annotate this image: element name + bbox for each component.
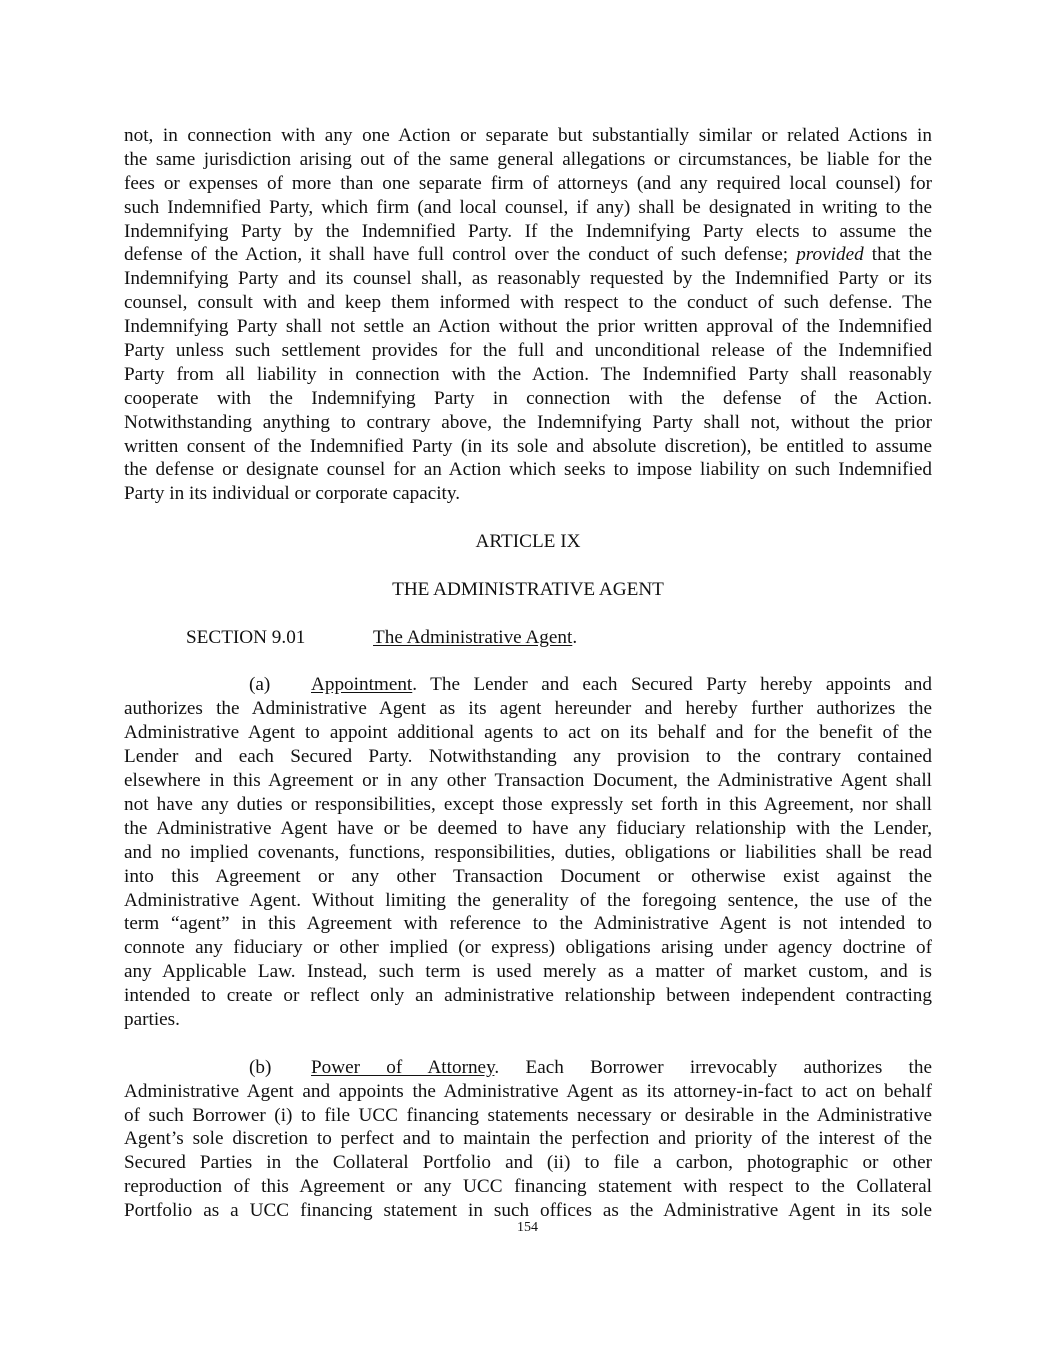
- text-line: elsewhere in this Agreement or in any other Transaction Document, the Administrative Agent shall: [124, 770, 932, 792]
- article-heading: ARTICLE IX: [475, 531, 581, 553]
- subsection-b: [124, 1056, 932, 1223]
- text-line: fees or expenses of more than one separate firm of attorneys (and any required local counsel) for: [124, 172, 932, 194]
- text-line: Administrative Agent. Without limiting the generality of the foregoing sentence, the use of the: [124, 889, 932, 911]
- text-line: not, in connection with any one Action or separate but substantially similar or related Actions in: [124, 125, 932, 146]
- page-number: 154: [517, 1220, 538, 1235]
- text-line: counsel, consult with and keep them informed with respect to the conduct of such defense. The: [124, 292, 932, 314]
- text-fragment: . Each Borrower irrevocably authorizes the: [494, 1056, 932, 1078]
- text-line: Administrative Agent to appoint additional agents to act on its behalf and for the benefit of the: [124, 722, 932, 744]
- text-line: such Indemnified Party, which firm (and local counsel, if any) shall be designated in writing to the: [124, 196, 932, 218]
- text-line: intended to create or reflect only an administrative relationship between independent contracting: [124, 985, 932, 1007]
- text-line: Administrative Agent and appoints the Administrative Agent as its attorney-in-fact to act on behalf: [124, 1080, 932, 1102]
- text-line: Party unless such settlement provides for the full and unconditional release of the Indemnified: [124, 340, 932, 362]
- text-line: cooperate with the Indemnifying Party in connection with the defense of the Action.: [124, 387, 932, 409]
- text-line: parties.: [124, 1008, 180, 1030]
- subsection-label: (b): [249, 1056, 272, 1078]
- text-line: Indemnifying Party and its counsel shall, as reasonably requested by the Indemnified Party or its: [124, 268, 932, 290]
- text-line: written consent of the Indemnified Party (in its sole and absolute discretion), be entitled to assume: [124, 435, 932, 457]
- text-line: [124, 243, 932, 267]
- text-line: Secured Parties in the Collateral Portfolio and (ii) to file a carbon, photographic or other: [124, 1152, 932, 1174]
- article-title: THE ADMINISTRATIVE AGENT: [392, 578, 664, 600]
- text-line: and no implied covenants, functions, responsibilities, duties, obligations or liabilities shall be read: [124, 841, 932, 863]
- text-line: Portfolio as a UCC financing statement in such offices as the Administrative Agent in its sole: [124, 1200, 932, 1222]
- subsection-first-line: [124, 1056, 932, 1080]
- text-line: reproduction of this Agreement or any UCC financing statement with respect to the Collateral: [124, 1176, 932, 1198]
- document-page: [124, 124, 932, 1223]
- section-title-suffix: .: [572, 626, 578, 648]
- subsection-a: [124, 673, 932, 1031]
- text-fragment: defense of the Action, it shall have full control over the conduct of such defense;: [124, 244, 797, 266]
- text-line: Party in its individual or corporate capacity.: [124, 483, 461, 505]
- section-number: SECTION 9.01: [186, 626, 306, 648]
- continuation-paragraph: [124, 124, 932, 506]
- text-line: Party from all liability in connection with the Action. The Indemnified Party shall reasonably: [124, 363, 932, 385]
- subsection-title: Appointment: [311, 674, 413, 696]
- text-line: connote any fiduciary or other implied (or express) obligations arising under agency doctrine of: [124, 937, 932, 959]
- section-heading: [124, 626, 932, 650]
- text-line: term “agent” in this Agreement with reference to the Administrative Agent is not intended to: [124, 913, 932, 935]
- text-line: the same jurisdiction arising out of the same general allegations or circumstances, be liable for the: [124, 148, 932, 170]
- text-line: of such Borrower (i) to file UCC financing statements necessary or desirable in the Administrative: [124, 1104, 932, 1126]
- text-line: the Administrative Agent have or be deemed to have any fiduciary relationship with the Lender,: [124, 817, 932, 839]
- section-title: The Administrative Agent: [373, 626, 573, 648]
- subsection-title: Power of Attorney: [311, 1056, 495, 1078]
- text-line: any Applicable Law. Instead, such term is used merely as a matter of market custom, and is: [124, 961, 932, 983]
- subsection-label: (a): [249, 674, 271, 696]
- text-line: Agent’s sole discretion to perfect and to maintain the perfection and priority of the interest of the: [124, 1128, 932, 1150]
- text-line: not have any duties or responsibilities, except those expressly set forth in this Agreement, nor shall: [124, 793, 932, 815]
- text-line: into this Agreement or any other Transaction Document or otherwise exist against the: [124, 865, 932, 887]
- text-line: Lender and each Secured Party. Notwithstanding any provision to the contrary contained: [124, 746, 932, 768]
- text-line: Notwithstanding anything to contrary above, the Indemnifying Party shall not, without the prior: [124, 411, 932, 433]
- italic-provided: provided: [796, 244, 864, 266]
- text-fragment: . The Lender and each Secured Party hereby appoints and: [412, 674, 932, 696]
- text-line: the defense or designate counsel for an Action which seeks to impose liability on such Indemnified: [124, 459, 932, 481]
- subsection-first-line: [124, 673, 932, 697]
- text-fragment: that the: [863, 244, 932, 266]
- text-line: authorizes the Administrative Agent as its agent hereunder and hereby further authorizes the: [124, 698, 932, 720]
- text-line: Indemnifying Party shall not settle an Action without the prior written approval of the Indemnified: [124, 316, 932, 338]
- text-line: Indemnifying Party by the Indemnified Party. If the Indemnifying Party elects to assume the: [124, 220, 932, 242]
